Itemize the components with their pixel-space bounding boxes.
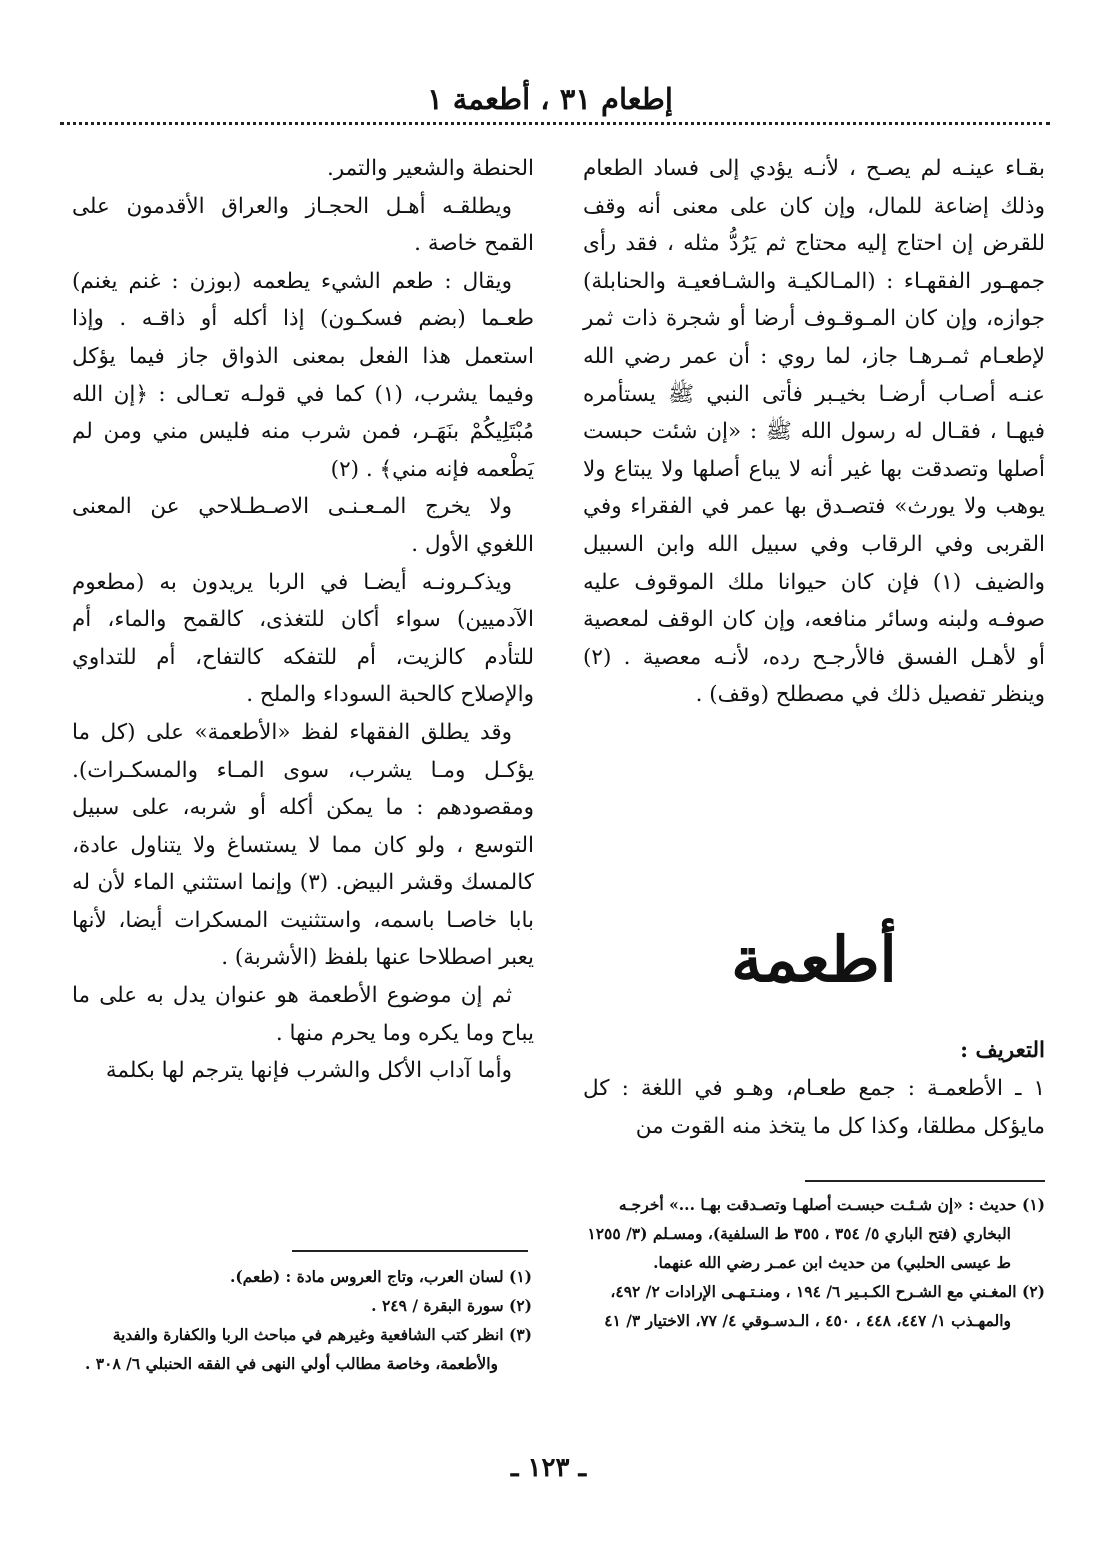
page-number: ـ ١٢٣ ـ — [510, 1453, 587, 1483]
footnote: (٢) سورة البقرة / ٢٤٩ . — [371, 1296, 532, 1315]
right-footnote-rule — [805, 1180, 1045, 1182]
footnote: (٣) انظر كتب الشافعية وغيرهم في مباحث الربا والكفارة والفدية والأطعمة، وخاصة مطالب أولي النهى في الفقه الحنبلي ٦/ ٣٠٨ . — [85, 1325, 532, 1373]
left-paragraph: ويذكـرونـه أيضـا في الربا يريدون به (مطعوم الآدميين) سواء أكان للتغذى، كالقمح والماء، أم للتأدم كالزيت، أم للتفكه كالتفاح، أم للتداوي والإصلاح كالحبة السوداء والملح . — [72, 569, 534, 708]
right-paragraph: بقـاء عينـه لم يصـح ، لأنـه يؤدي إلى فساد الطعام وذلك إضاعة للمال، وإن كان على معنى أنه وقف للقرض إن احتاج إليه محتاج ثم يَرُدُّ مثله ، فقد رأى جمهـور الفقهـاء : (المـالكيـة والشـافعيـة والحنابلة) جوازه، وإن كان المـوقـوف أرضا أو شجرة ذات ثمر لإطعـام ثمـرهـا جاز، لما روي : أن عمر رضي الله عنـه أصـاب أرضـا بخيـبر فأتى النبي ﷺ يستأمره فيهـا ، فقـال له رسول الله ﷺ : «إن شئت حبست أصلها وتصدقت بها غير أنه لا يباع أصلها ولا يبتاع ولا يوهب ولا يورث» فتصـدق بها عمر في الفقراء وفي القربى وفي الرقاب وفي سبيل الله وابن السبيل والضيف (١) فإن كان حيوانا ملك الموقوف عليه صوفـه ولبنه وسائر منافعه، وإن كان الوقف لمعصية أو لأهـل الفسق فالأرجـح رده، لأنـه معصية . (٢) وينظر تفصيل ذلك في مصطلح (وقف) . — [583, 156, 1045, 708]
section-title: أطعمة — [731, 923, 897, 996]
left-paragraph: وقد يطلق الفقهاء لفظ «الأطعمة» على (كل ما يؤكـل ومـا يشرب، سوى المـاء والمسكـرات). ومقصودهم : ما يمكن أكله أو شربه، على سبيل التوسع ، ولو كان مما لا يستساغ ولا يتناول عادة، كالمسك وقشر البيض. (٣) وإنما استثني الماء لأن له بابا خاصـا باسمه، واستثنيت المسكرات أيضا، لأنها يعبر اصطلاحا عنها بلفظ (الأشربة) . — [72, 719, 534, 971]
left-column — [72, 150, 534, 1090]
definition-block — [583, 1032, 1045, 1146]
footnote: (٢) المغـني مع الشـرح الكـبـير ٦/ ١٩٤ ، ومنـتـهـى الإرادات ٢/ ٤٩٢، والمهـذب ١/ ٤٤٧، ٤٤٨ ، ٤٥٠ ، الـدسـوقي ٤/ ٧٧، الاختيار ٣/ ٤١ — [604, 1282, 1045, 1330]
right-footnotes — [585, 1190, 1045, 1335]
footnote: (١) لسان العرب، وتاج العروس مادة : (طعم). — [229, 1267, 532, 1286]
left-footnotes — [72, 1262, 532, 1378]
left-paragraph: ثم إن موضوع الأطعمة هو عنوان يدل به على ما يباح وما يكره وما يحرم منها . — [72, 983, 534, 1046]
definition-heading: التعريف : — [960, 1038, 1045, 1063]
footnote: (١) حديث : «إن شـئـت حبسـت أصلهـا وتصـدقت بهـا ...» أخرجـه البخاري (فتح الباري ٥/ ٣٥٤ ، ٣٥٥ ط السلفية)، ومسـلم (٣/ ١٢٥٥ ط عيسى الحلبي) من حديث ابن عمـر رضي الله عنهما. — [587, 1195, 1045, 1272]
left-paragraph: ويقال : طعم الشيء يطعمه (بوزن : غنم يغنم) طعـما (بضم فسكـون) إذا أكله أو ذاقـه . وإذا استعمل هذا الفعل بمعنى الذواق جاز فيما يؤكل وفيما يشرب، (١) كما في قولـه تعـالى : ﴿إن الله مُبْتَلِيكُمْ بنَهَـر، فمن شرب منه فليس مني ومن لم يَطْعمه فإنه مني﴾ . (٢) — [72, 268, 534, 482]
left-paragraph: الحنطة والشعير والتمر. — [326, 156, 534, 181]
left-footnote-rule — [292, 1250, 528, 1252]
left-paragraph: وأما آداب الأكل والشرب فإنها يترجم لها بكلمة — [105, 1058, 512, 1084]
left-paragraph: ولا يخرج المـعـنـى الاصـطـلاحي عن المعنى اللغوي الأول . — [72, 494, 534, 557]
right-column — [583, 150, 1045, 714]
definition-paragraph: ١ ـ الأطعمـة : جمع طعـام، وهـو في اللغة : كل مايؤكل مطلقا، وكذا كل ما يتخذ منه القوت من — [583, 1076, 1045, 1139]
header-dotted-rule — [60, 122, 1050, 125]
running-header: إطعام ٣١ ، أطعمة ١ — [427, 82, 673, 116]
left-paragraph: ويطلقـه أهـل الحجـاز والعراق الأقدمون على القمح خاصة . — [72, 193, 534, 257]
